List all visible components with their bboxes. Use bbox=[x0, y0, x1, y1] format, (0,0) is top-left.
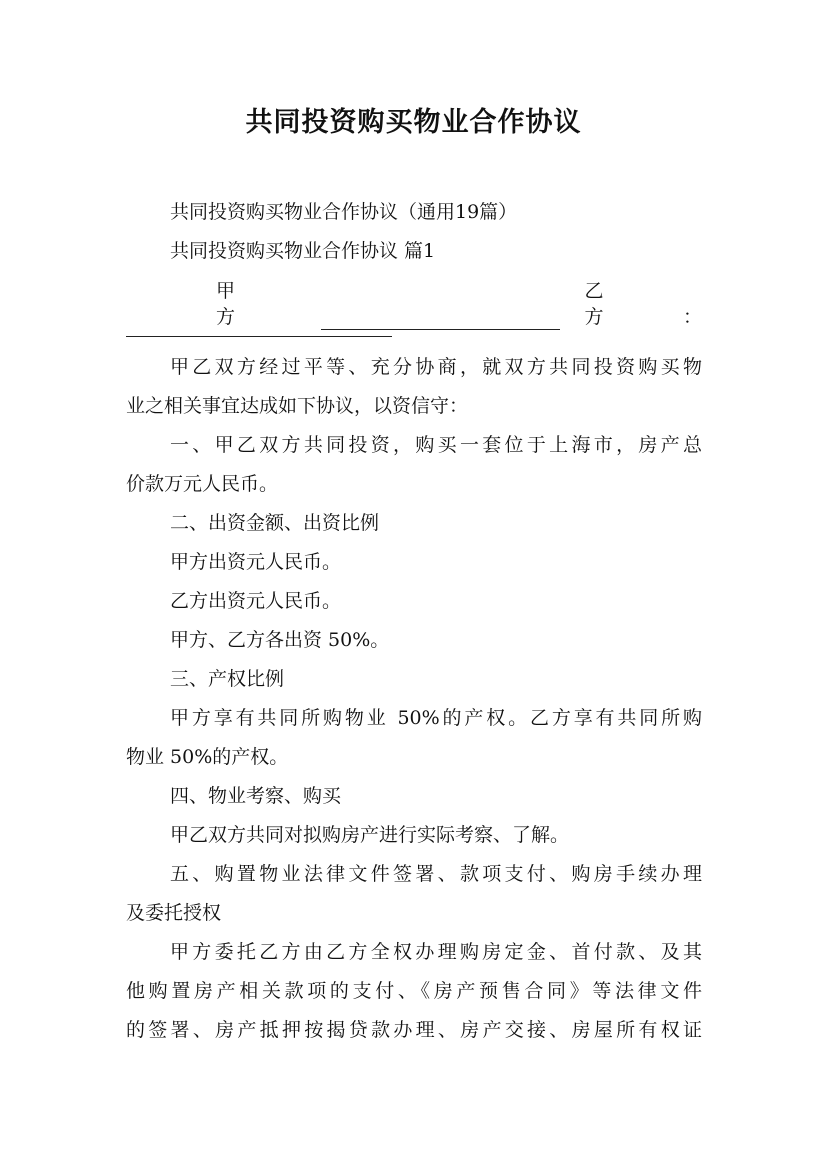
paragraph-line: 甲方享有共同所购物业 50%的产权。乙方享有共同所购 bbox=[170, 707, 702, 729]
party-b-blank bbox=[126, 318, 392, 337]
document-subtitle: 共同投资购买物业合作协议（通用19篇） bbox=[170, 201, 518, 223]
paragraph-line: 物业 50%的产权。 bbox=[126, 746, 289, 768]
paragraph-line: 甲方委托乙方由乙方全权办理购房定金、首付款、及其 bbox=[170, 941, 702, 963]
paragraph-line: 三、产权比例 bbox=[170, 668, 285, 690]
paragraph-line: 一、甲乙双方共同投资，购买一套位于上海市，房产总 bbox=[170, 434, 702, 456]
paragraph-line: 四、物业考察、购买 bbox=[170, 785, 342, 807]
paragraph-line: 二、出资金额、出资比例 bbox=[170, 512, 380, 534]
party-a-label: 甲 方 bbox=[216, 280, 258, 328]
paragraph-line: 价款万元人民币。 bbox=[126, 473, 279, 495]
paragraph-line: 的签署、房产抵押按揭贷款办理、房产交接、房屋所有权证 bbox=[126, 1019, 702, 1041]
paragraph-line: 业之相关事宜达成如下协议，以资信守： bbox=[126, 395, 469, 417]
paragraph-line: 甲方出资元人民币。 bbox=[170, 551, 342, 573]
party-b-label: 乙 方 bbox=[584, 280, 626, 328]
party-b-colon: ： bbox=[683, 306, 703, 328]
section-heading: 共同投资购买物业合作协议 篇1 bbox=[170, 240, 436, 262]
paragraph-line: 及委托授权 bbox=[126, 902, 222, 924]
paragraph-line: 甲乙双方共同对拟购房产进行实际考察、了解。 bbox=[170, 824, 570, 846]
paragraph-line: 五、购置物业法律文件签署、款项支付、购房手续办理 bbox=[170, 863, 702, 885]
paragraph-line: 甲乙双方经过平等、充分协商，就双方共同投资购买物 bbox=[170, 356, 702, 378]
paragraph-line: 他购置房产相关款项的支付、《房产预售合同》等法律文件 bbox=[126, 980, 702, 1002]
document-title: 共同投资购买物业合作协议 bbox=[245, 107, 582, 138]
paragraph-line: 甲方、乙方各出资 50%。 bbox=[170, 629, 390, 651]
paragraph-line: 乙方出资元人民币。 bbox=[170, 590, 342, 612]
